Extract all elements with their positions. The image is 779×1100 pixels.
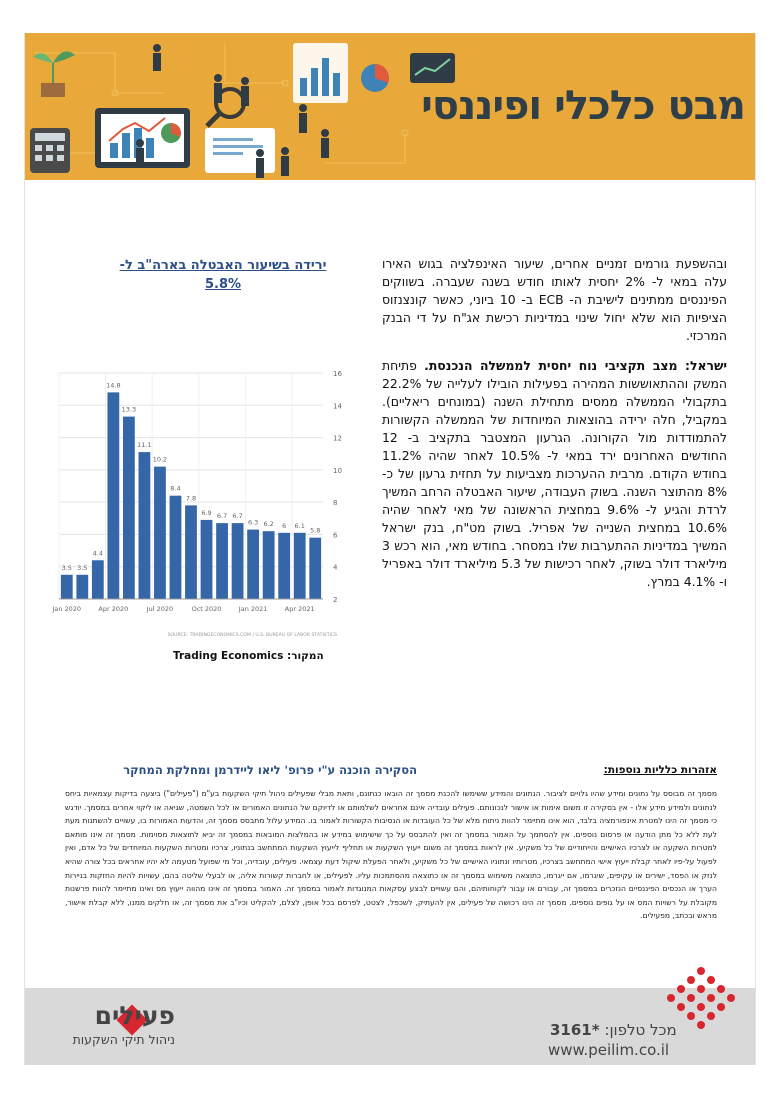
footer-brand: [73, 1001, 175, 1047]
chart-bar: [92, 560, 104, 599]
chart-watermark: SOURCE: TRADINGECONOMICS.COM | U.S. BUREAU OF LABOR STATISTICS: [167, 633, 337, 638]
chart-bar: [76, 575, 88, 599]
chart-bar: [247, 530, 259, 599]
chart-bar: [232, 523, 244, 599]
chart-bar: [216, 523, 228, 599]
footer-phone: [550, 1021, 677, 1039]
chart-bar: [154, 467, 166, 599]
x-tick-label: Apr 2020: [98, 605, 129, 613]
y-tick-label: 8: [333, 499, 338, 508]
chart-bar: [278, 533, 290, 599]
chart-bar: [201, 520, 213, 599]
data-label: 6: [282, 521, 287, 530]
article-subheading: ישראל: מצב תקציבי נוח יחסית לממשלה הנכנסת.: [424, 358, 727, 373]
data-label: 3.5: [61, 563, 72, 572]
x-tick-label: Oct 2020: [191, 605, 222, 613]
chart-bar: [263, 531, 275, 599]
chart-source: המקור: Trading Economics: [173, 650, 324, 662]
x-tick-label: Jul 2020: [146, 605, 174, 613]
unemployment-bar-chart: [51, 343, 351, 638]
y-tick-label: 12: [333, 434, 342, 443]
y-tick-label: 16: [333, 370, 342, 378]
header-banner: [25, 33, 755, 180]
x-tick-label: Jan 2021: [238, 605, 268, 613]
page: [24, 33, 756, 1065]
data-label: 6.9: [201, 508, 212, 517]
chart-bar: [309, 538, 321, 599]
data-label: 11.1: [137, 441, 152, 450]
phone-label: מכל טלפון:: [604, 1021, 677, 1039]
chart-bar: [294, 533, 306, 599]
data-label: 3.5: [77, 563, 88, 572]
chart-bar: [170, 496, 182, 599]
data-label: 13.3: [121, 405, 137, 414]
data-label: 10.2: [152, 455, 168, 464]
y-tick-label: 10: [333, 466, 342, 475]
data-label: 4.4: [92, 549, 103, 558]
brand-name: פעילים: [94, 1001, 175, 1030]
data-label: 8.4: [170, 484, 181, 493]
phone-number: *3161: [550, 1021, 600, 1039]
data-label: 6.2: [263, 520, 274, 529]
data-label: 6.1: [294, 521, 305, 530]
chart-bar: [61, 575, 73, 599]
y-tick-label: 6: [333, 531, 338, 540]
chart-bar: [123, 417, 135, 599]
y-tick-label: 14: [333, 402, 342, 411]
data-label: 5.8: [310, 526, 321, 535]
disclaimer-text: מסמך זה מבוסס על נתונים ומידע שהיו גלויים לציבור. הנתונים והמידע ששימשו להכנת מסמך זה הובאו כנתונם, ותאת מבלי שפעילים ניהול תיקי השקעות בע"מ ("פעילים") ביצעה בדיקות עצמאיות ביחס לנתונים ולמידע מידע אלו - אין בסקירה זו משום אימות או אישור לנכונותם. פעילים עובדיה אינם אחראים לשלמותם או לדיוקם של הנתונים האמורים או לכל השמטה, שגיאה או ליקוי אחרים במסמך. יודגש כי מסמך זה הינו למטרת אינפורמציה בלבד, הוא אינו מתיימר להוות ניתוח מלא של כל העובדות או הנסיבות הקשורות לאמור בו. המידע עלול מתבסס מסמך זה, והדעות האמורות בו, עשויים להשתנות מעת לעת ללא כל מתן הודעה או פרסום נוספים. אין להסתמך על האמור במסמך זה ואין להתבסס על כך שישימוש במידע או בהמלצות המובאות במסמך זה יביא לתוצאות מסוימות. מסמך זה אינו מותאם למטרות השקעה או לצרכיו האישיים והייחודיים של כל משקיע. אין לראות במסמך זה משום ייעוץ השקעות או תחליף לייעוץ השקעות המתחשב בנתוניו, צרכיו ומטרות השקעות המיוחדים של כל אדם, ואין לפעול על-פיו לאחר קבלת ייעוץ אישי המתחשב בצרכיו, מטרותיו ונתוניו האישיים של כל משקיע, ולאחר הפעלת שיקול דעת עצמאי. פעילים, עובדיה, וכל מי שפועל מטעמה לא יהיו אחראים בכל צורה שהיא לנזק או הפסד, ישירים או עקיפים, שיגרמו, אם ייגרמו, כתוצאה משימוש במסמך זה או כתוצאה מהסתמכות עליו. לפעילים, או לחברות קשורות אליה, או לבעלי שליטה בהם, עשויות להיות החזקות בניירות הערך או הנכסים הפיננסיים הנזכרים במסמך זה, עבורם או עבור לקוחותיהם, והם עשויים לבצע עסקאות המנוגדות לאמור במסמך זה. האמור במסמך זה אינו מהווה ייעוץ מס ואינו מתיימר להוות פרשנות מקובלת על רשויות המס או על גופים נוספים. מסמך זה הינו רכושה של פעילים, אין להעתיק, לשכפל, לצטט, לפרסם בכל אופן, לצלם, להקליט וכיו"ב את מסמך זה, או חלקים ממנו, ללא קבלת אישור, מראש ובכתב, מפעילים.: [65, 789, 717, 921]
chart-bar: [185, 505, 197, 599]
research-credit: הסקירה הוכנה ע"י פרופ' ליאו ליידרמן ומחלקת המחקר: [123, 763, 417, 777]
x-tick-label: Jan 2020: [52, 605, 82, 613]
disclaimer-heading: אזהרות כלליות נוספות:: [603, 764, 717, 776]
chart-bar: [139, 452, 151, 599]
article-paragraph-2-body: פתיחת המשק וההתאוששות המהירה בפעילות הובילו לעלייה של 22.2% בתקבולי הממשלה ממסים מתחילת השנה (במונחים ריאליים). במקביל, חלה ירידה בהוצאות המיוחדות של הממשלה הקשורות להתמודדות מול הקורונה. הגרעון המצטבר בתקציב ב- 12 החודשים האחרונים ירד במאי ל- 10.5% לאחר שהיה 11.2% בחודש הקודם. מרבית ההערכות מצביעות על תחזית גרעון של כ- 8% מהתוצר השנה. בשוק העבודה, שיעור האבטלה הרחב המשיך לרדת והגיע ל- 9.6% במחצית הראשונה של מאי לאחר שהיה 10.6% במחצית השנייה של אפריל. בשוק מט"ח, בנק ישראל המשיך במדיניות ההתערבות שלו במסחר. בחודש מאי, הוא רכש 3 מיליארד דולר בשוק, לאחר רכישות של 5.3 מיליארד דולר באפריל ו- 4.1% במרץ.: [382, 358, 728, 589]
article-column: [382, 255, 727, 603]
data-label: 14.8: [106, 381, 121, 390]
chart-title: ירידה בשיעור האבטלה בארה"ב ל- 5.8%: [119, 258, 327, 292]
y-tick-label: 4: [333, 563, 338, 572]
article-paragraph-2: [382, 357, 727, 591]
data-label: 6.7: [216, 512, 228, 521]
data-label: 6.7: [232, 512, 243, 521]
footer-website[interactable]: www.peilim.co.il: [548, 1041, 670, 1059]
x-tick-label: Apr 2021: [284, 605, 315, 613]
brand-subtitle: ניהול תיקי השקעות: [72, 1032, 175, 1047]
page-title: מבט כלכלי ופיננסי: [421, 83, 745, 129]
article-paragraph-1: ובהשפעת גורמים זמניים אחרים, שיעור האינפלציה בגוש האירו עלה במאי ל- 2% יחסית לאותו חודש בשנה שעברה. בשווקים הפיננסים ממתינים לישיבת ה- ECB ב- 10 ביוני, כאשר קונצנזוס הציפיות הוא שלא יחול שינוי במדיניות רכישת אג"ח על די הבנק המרכזי.: [382, 256, 728, 343]
y-tick-label: 2: [333, 596, 338, 604]
chart-bar: [107, 392, 119, 599]
data-label: 6.3: [247, 518, 259, 527]
data-label: 7.8: [185, 494, 197, 503]
